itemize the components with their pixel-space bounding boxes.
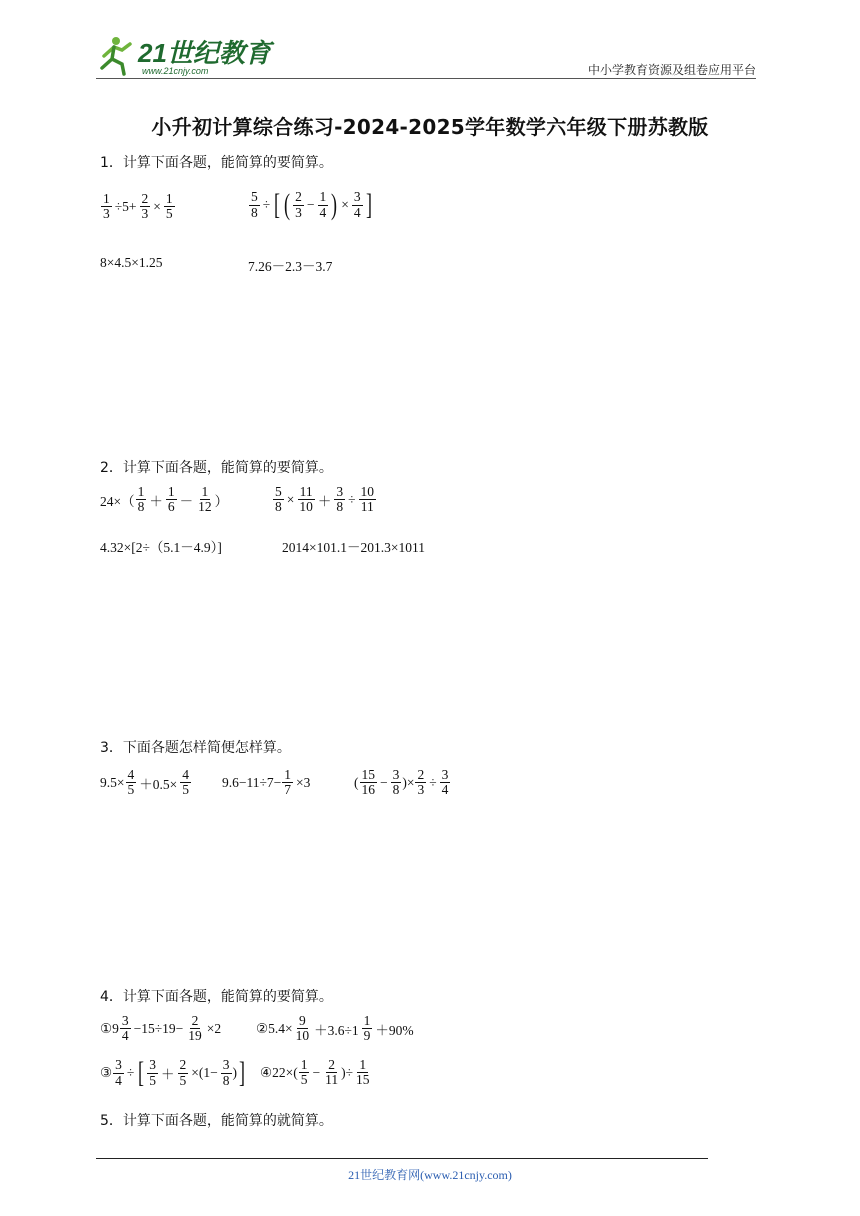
q1-expression-a: $\frac{1}{3}$ ÷5+ $\frac{2}{3}$ × $\frac{1}{5}$ [103,191,173,222]
q2-expression-d: 2014×101.1－201.3×1011 [282,540,425,555]
runner-icon [102,37,130,74]
question-2-label: 2．计算下面各题，能简算的要简算。 [100,460,333,476]
q2-expression-a: 24×（ $\frac{1}{8}$ ＋ $\frac{1}{6}$ － $\frac{1}{12}$ ） [100,484,229,515]
logo-text: 21世纪教育 [138,38,271,68]
q4-expression-2: ②5.4× $\frac{9}{10}$ ＋3.6÷1 $\frac{1}{9}$ ＋90% [256,1013,414,1044]
question-3-label: 3．下面各题怎样简便怎样算。 [100,740,291,756]
footer-link[interactable]: 21世纪教育网(www.21cnjy.com) [348,1168,512,1182]
page-title: 小升初计算综合练习-2024-2025学年数学六年级下册苏教版 [151,115,709,139]
q4-expression-4: ④22×( $\frac{1}{5}$ − $\frac{2}{11}$ )÷ $\frac{1}{15}$ [260,1057,370,1088]
q1-expression-c: 8×4.5×1.25 [100,255,163,270]
logo [96,34,271,78]
q4-expression-1: ①9 $\frac{3}{4}$ −15÷19− $\frac{2}{19}$ ×2 [100,1013,222,1044]
question-1-label: 1．计算下面各题，能简算的要简算。 [100,155,333,171]
platform-name: 中小学教育资源及组卷应用平台 [587,63,756,77]
q2-expression-b: $\frac{5}{8}$ × $\frac{11}{10}$ ＋ $\frac{3}{8}$ ÷ $\frac{10}{11}$ [275,484,375,515]
q3-expression-b: 9.6−11÷7− $\frac{1}{7}$ ×3 [222,767,311,798]
q1-expression-d: 7.26－2.3－3.7 [248,259,333,274]
header-divider [96,78,756,79]
logo-url: www.21cnjy.com [142,66,209,76]
footer-divider [96,1158,708,1159]
q3-expression-a: 9.5× $\frac{4}{5}$ ＋0.5× $\frac{4}{5}$ [100,767,189,798]
q1-expression-b: $\frac{5}{8}$ ÷ [ ( $\frac{2}{3}$ − $\frac{1}{4}$ ) × $\frac{3}{4}$ ] [251,188,372,221]
q4-expression-3: ③ $\frac{3}{4}$ ÷ [ $\frac{3}{5}$ ＋ $\frac{2}{5}$ ×(1− $\frac{3}{8}$ ) ] [100,1056,246,1089]
q2-expression-c: 4.32×[2÷（5.1－4.9）] [100,540,222,555]
q3-expression-c: ( $\frac{15}{16}$ − $\frac{3}{8}$ )× $\frac{2}{3}$ ÷ $\frac{3}{4}$ [354,767,449,798]
question-4-label: 4．计算下面各题，能简算的要简算。 [100,989,333,1005]
question-5-label: 5．计算下面各题，能简算的就简算。 [100,1113,333,1129]
